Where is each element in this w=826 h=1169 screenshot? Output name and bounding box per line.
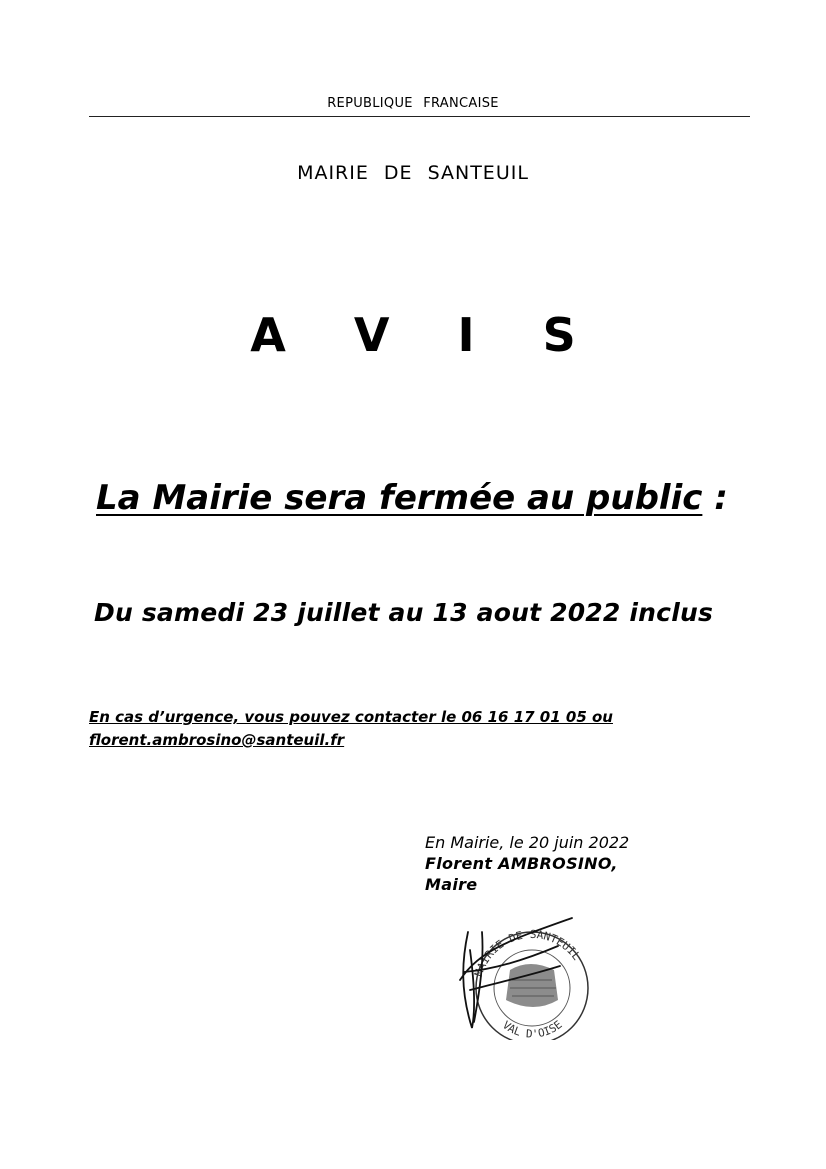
- signature-place-date: En Mairie, le 20 juin 2022: [425, 833, 630, 852]
- emergency-email[interactable]: florent.ambrosino@santeuil.fr: [89, 731, 345, 749]
- signature-role: Maire: [425, 875, 478, 894]
- republique-francaise-header: REPUBLIQUE FRANCAISE: [327, 96, 499, 111]
- official-stamp-signature-icon: [440, 910, 590, 1040]
- header-divider: [89, 116, 750, 117]
- avis-title: A V I S: [250, 308, 602, 362]
- emergency-contact-line1: En cas d’urgence, vous pouvez contacter le 06 16 17 01 05 ou: [89, 708, 613, 726]
- mairie-title: MAIRIE DE SANTEUIL: [297, 162, 529, 184]
- closure-heading-text: La Mairie sera fermée au public: [96, 478, 703, 518]
- signature-block: [425, 832, 629, 895]
- stamp-top-text: MAIRIE DE SANTEUIL: [472, 927, 584, 979]
- stamp-bottom-text: VAL D'OISE: [500, 1018, 565, 1040]
- closure-heading-colon: :: [702, 478, 728, 518]
- signature-name: Florent AMBROSINO,: [425, 854, 618, 873]
- emergency-contact: [89, 706, 669, 752]
- closure-dates: Du samedi 23 juillet au 13 aout 2022 inclus: [94, 598, 714, 627]
- closure-heading: [96, 478, 728, 518]
